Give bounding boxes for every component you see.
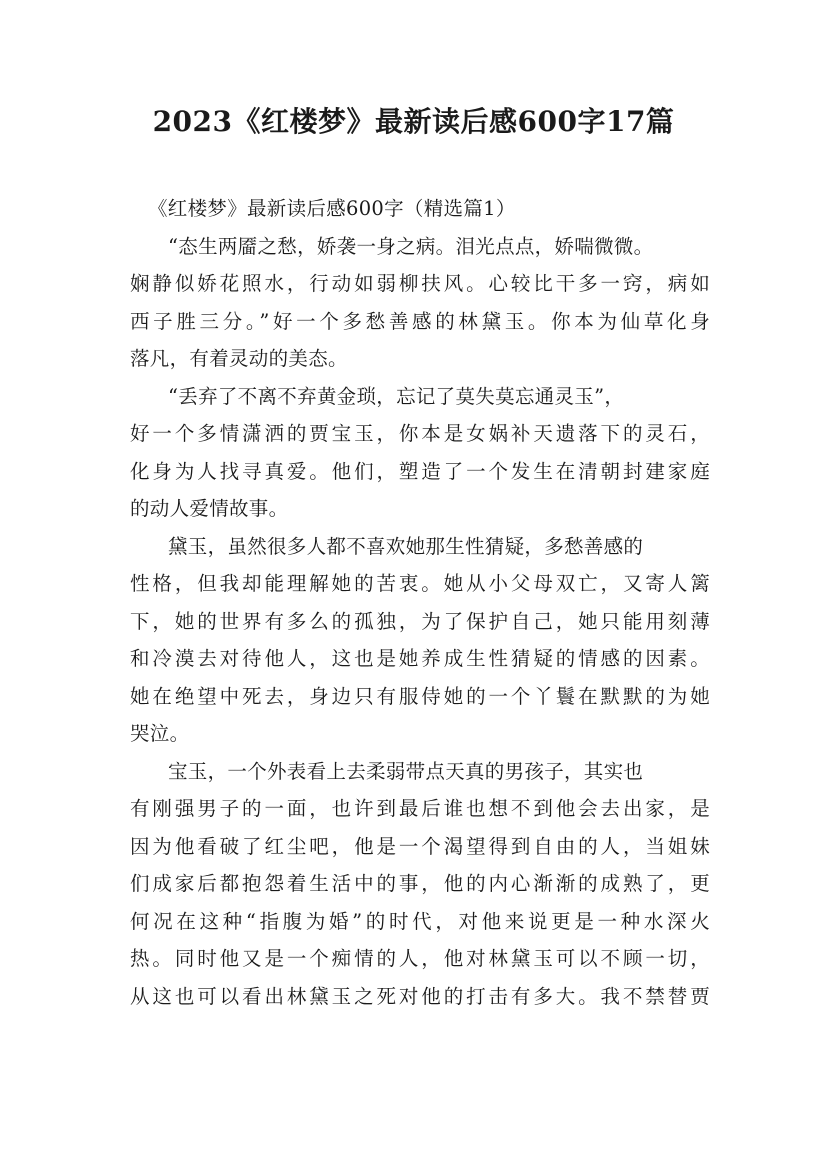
text-line: 性格，但我却能理解她的苦衷。她从小父母双亡，又寄人篱: [130, 572, 710, 595]
text-line: 何况在这种“指腹为婚”的时代，对他来说更是一种水深火: [130, 909, 710, 933]
document-body: [130, 190, 710, 1015]
text-line: “态生两靥之愁，娇袭一身之病。泪光点点，娇喘微微。: [168, 234, 654, 258]
text-line: 因为他看破了红尘吧，他是一个渴望得到自由的人，当姐妹: [130, 834, 710, 858]
text-line: 西子胜三分。”好一个多愁善感的林黛玉。你本为仙草化身: [130, 309, 710, 333]
text-line: 落凡，有着灵动的美态。: [130, 347, 348, 370]
text-line: 好一个多情潇洒的贾宝玉，你本是女娲补天遗落下的灵石，: [130, 422, 710, 445]
text-line: 从这也可以看出林黛玉之死对他的打击有多大。我不禁替贾: [130, 984, 710, 1008]
text-line: 她在绝望中死去，身边只有服侍她的一个丫鬟在默默的为她: [130, 684, 710, 708]
text-line: 们成家后都抱怨着生活中的事，他的内心渐渐的成熟了，更: [130, 872, 710, 895]
text-line: 热。同时他又是一个痴情的人，他对林黛玉可以不顾一切，: [130, 947, 710, 970]
text-line: 哭泣。: [130, 722, 190, 745]
text-line: 黛玉，虽然很多人都不喜欢她那生性猜疑，多愁善感的: [168, 534, 644, 558]
text-line: 娴静似娇花照水，行动如弱柳扶风。心较比干多一窍，病如: [130, 272, 710, 295]
text-line: “丢弃了不离不弃黄金琐，忘记了莫失莫忘通灵玉”，: [168, 384, 625, 408]
section-heading: 《红楼梦》最新读后感600字（精选篇1）: [148, 197, 516, 220]
text-line: 和冷漠去对待他人，这也是她养成生性猜疑的情感的因素。: [130, 647, 710, 670]
text-line: 的动人爱情故事。: [130, 497, 289, 520]
text-line: 有刚强男子的一面，也许到最后谁也想不到他会去出家，是: [130, 797, 710, 820]
text-line: 宝玉，一个外表看上去柔弱带点天真的男孩子，其实也: [168, 759, 644, 783]
document-title: 2023《红楼梦》最新读后感600字17篇: [152, 105, 675, 138]
text-line: 化身为人找寻真爱。他们，塑造了一个发生在清朝封建家庭: [130, 459, 710, 483]
text-line: 下，她的世界有多么的孤独，为了保护自己，她只能用刻薄: [130, 609, 710, 633]
